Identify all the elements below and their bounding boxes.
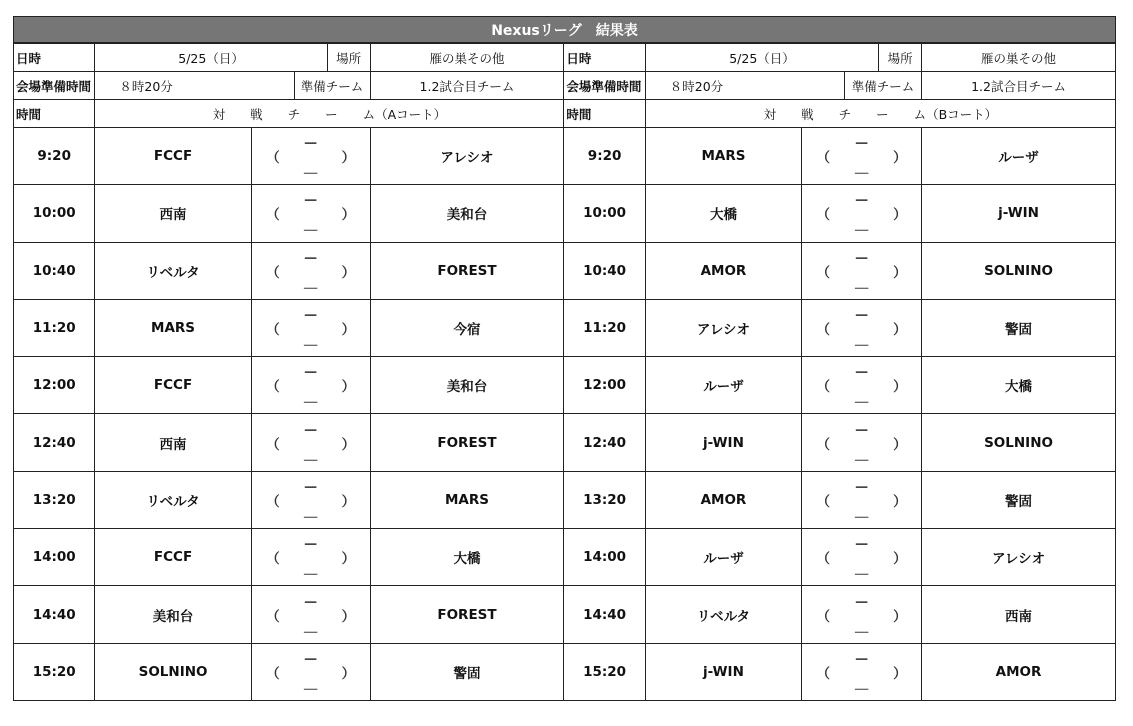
match-row [14,357,1116,414]
score-mark-bottom: ＿ [304,619,318,635]
right-away-team: AMOR [922,643,1116,700]
left-score-cell [294,357,327,414]
left-match-time: 10:00 [14,185,95,242]
left-home-team: MARS [95,299,251,356]
left-score-cell [294,643,327,700]
right-match-time: 13:20 [564,471,645,528]
score-mark-top: — [304,308,318,324]
left-match-time: 10:40 [14,242,95,299]
right-score-cell [844,471,878,528]
right-score-cell [844,643,878,700]
left-away-team: 警固 [370,643,564,700]
score-mark-top: — [855,651,869,667]
right-away-team: SOLNINO [922,414,1116,471]
score-mark-top: — [855,193,869,209]
match-row [14,242,1116,299]
left-match-time: 15:20 [14,643,95,700]
left-paren-open: （ [251,299,294,356]
left-away-team: FOREST [370,242,564,299]
score-mark-top: — [855,365,869,381]
left-away-team: 美和台 [370,185,564,242]
right-away-team: 西南 [922,586,1116,643]
right-score-cell [844,414,878,471]
score-mark-top: — [855,308,869,324]
right-home-team: 大橋 [645,185,801,242]
score-mark-bottom: ＿ [855,562,869,578]
match-row [14,643,1116,700]
right-away-team: ルーザ [922,128,1116,185]
match-row [14,414,1116,471]
header-row-prep [14,72,1116,100]
right-paren-close: ） [879,185,922,242]
score-mark-top: — [304,422,318,438]
score-mark-top: — [855,537,869,553]
score-mark-top: — [855,479,869,495]
right-paren-close: ） [879,471,922,528]
results-table [13,43,1116,701]
right-home-team: j-WIN [645,414,801,471]
score-mark-bottom: ＿ [855,676,869,692]
left-match-time: 11:20 [14,299,95,356]
left-paren-close: ） [327,128,370,185]
results-sheet [13,16,1116,701]
right-away-team: j-WIN [922,185,1116,242]
score-mark-top: — [304,250,318,266]
left-paren-close: ） [327,643,370,700]
left-score-cell [294,471,327,528]
left-away-team: FOREST [370,414,564,471]
score-mark-bottom: ＿ [304,218,318,234]
left-home-team: 美和台 [95,586,251,643]
header-row-columns [14,100,1116,128]
left-score-cell [294,414,327,471]
left-away-team: 今宿 [370,299,564,356]
right-paren-close: ） [879,357,922,414]
left-paren-open: （ [251,128,294,185]
score-mark-bottom: ＿ [855,275,869,291]
right-match-time: 15:20 [564,643,645,700]
right-paren-open: （ [802,357,845,414]
right-away-team: SOLNINO [922,242,1116,299]
right-home-team: AMOR [645,242,801,299]
score-mark-top: — [855,422,869,438]
right-match-time: 10:40 [564,242,645,299]
left-paren-open: （ [251,586,294,643]
right-court-header: 対 戦 チ ー ム（Bコート） [645,100,1115,128]
left-paren-open: （ [251,471,294,528]
score-mark-top: — [304,365,318,381]
score-mark-top: — [855,594,869,610]
right-match-time: 9:20 [564,128,645,185]
score-mark-bottom: ＿ [304,333,318,349]
right-paren-open: （ [802,586,845,643]
right-away-team: アレシオ [922,529,1116,586]
left-score-cell [294,586,327,643]
right-place-value: 雁の巣その他 [922,44,1116,72]
right-away-team: 大橋 [922,357,1116,414]
right-paren-open: （ [802,529,845,586]
left-home-team: リベルタ [95,242,251,299]
score-mark-top: — [304,193,318,209]
right-date-label: 日時 [564,44,645,72]
left-paren-close: ） [327,414,370,471]
left-court-header: 対 戦 チ ー ム（Aコート） [95,100,564,128]
match-row [14,586,1116,643]
left-paren-open: （ [251,242,294,299]
left-paren-close: ） [327,299,370,356]
right-match-time: 10:00 [564,185,645,242]
score-mark-bottom: ＿ [855,333,869,349]
left-date-label: 日時 [14,44,95,72]
right-match-time: 12:40 [564,414,645,471]
left-home-team: FCCF [95,357,251,414]
right-prep-team-value: 1.2試合目チーム [922,72,1116,100]
left-score-cell [294,529,327,586]
left-home-team: 西南 [95,414,251,471]
left-away-team: 美和台 [370,357,564,414]
right-paren-open: （ [802,242,845,299]
right-home-team: ルーザ [645,357,801,414]
left-match-time: 12:40 [14,414,95,471]
header-row-date [14,44,1116,72]
right-match-time: 11:20 [564,299,645,356]
match-row [14,529,1116,586]
left-away-team: FOREST [370,586,564,643]
left-away-team: アレシオ [370,128,564,185]
score-mark-bottom: ＿ [855,504,869,520]
right-prep-team-label: 準備チーム [844,72,921,100]
score-mark-top: — [304,594,318,610]
right-paren-close: ） [879,299,922,356]
right-paren-close: ） [879,242,922,299]
right-paren-open: （ [802,185,845,242]
left-match-time: 14:40 [14,586,95,643]
right-paren-close: ） [879,643,922,700]
score-mark-top: — [855,136,869,152]
right-paren-open: （ [802,643,845,700]
score-mark-top: — [304,479,318,495]
right-match-time: 14:40 [564,586,645,643]
right-date-value: 5/25（日） [645,44,878,72]
left-time-header: 時間 [14,100,95,128]
right-paren-open: （ [802,128,845,185]
left-prep-time-label: 会場準備時間 [14,72,95,100]
left-score-cell [294,299,327,356]
right-paren-open: （ [802,471,845,528]
left-home-team: FCCF [95,529,251,586]
right-match-time: 12:00 [564,357,645,414]
left-date-value: 5/25（日） [95,44,327,72]
score-mark-top: — [304,537,318,553]
score-mark-bottom: ＿ [304,504,318,520]
right-prep-time-value: ８時20分 [645,72,844,100]
score-mark-bottom: ＿ [304,275,318,291]
match-row [14,471,1116,528]
left-away-team: 大橋 [370,529,564,586]
left-score-cell [294,185,327,242]
left-paren-close: ） [327,586,370,643]
score-mark-bottom: ＿ [304,161,318,177]
left-away-team: MARS [370,471,564,528]
left-home-team: 西南 [95,185,251,242]
right-paren-close: ） [879,128,922,185]
score-mark-bottom: ＿ [855,447,869,463]
match-row [14,185,1116,242]
match-row [14,128,1116,185]
score-mark-bottom: ＿ [304,390,318,406]
right-home-team: MARS [645,128,801,185]
left-prep-team-label: 準備チーム [294,72,370,100]
right-home-team: アレシオ [645,299,801,356]
left-match-time: 9:20 [14,128,95,185]
right-home-team: j-WIN [645,643,801,700]
score-mark-bottom: ＿ [304,676,318,692]
left-paren-close: ） [327,242,370,299]
right-paren-close: ） [879,529,922,586]
right-score-cell [844,242,878,299]
right-away-team: 警固 [922,299,1116,356]
left-prep-time-value: ８時20分 [95,72,294,100]
left-home-team: SOLNINO [95,643,251,700]
right-away-team: 警固 [922,471,1116,528]
left-place-value: 雁の巣その他 [370,44,564,72]
left-match-time: 13:20 [14,471,95,528]
left-paren-close: ） [327,529,370,586]
right-paren-open: （ [802,414,845,471]
score-mark-top: — [855,250,869,266]
left-paren-close: ） [327,471,370,528]
left-paren-open: （ [251,643,294,700]
right-paren-close: ） [879,414,922,471]
right-score-cell [844,185,878,242]
score-mark-bottom: ＿ [855,619,869,635]
left-paren-open: （ [251,414,294,471]
left-paren-close: ） [327,357,370,414]
score-mark-bottom: ＿ [304,447,318,463]
score-mark-bottom: ＿ [304,562,318,578]
sheet-title: Nexusリーグ 結果表 [13,16,1116,43]
left-score-cell [294,242,327,299]
left-paren-open: （ [251,529,294,586]
right-score-cell [844,357,878,414]
right-time-header: 時間 [564,100,645,128]
left-paren-open: （ [251,185,294,242]
left-match-time: 14:00 [14,529,95,586]
right-place-label: 場所 [879,44,922,72]
right-score-cell [844,299,878,356]
score-mark-bottom: ＿ [855,218,869,234]
left-score-cell [294,128,327,185]
right-home-team: AMOR [645,471,801,528]
right-score-cell [844,128,878,185]
left-paren-close: ） [327,185,370,242]
right-prep-time-label: 会場準備時間 [564,72,645,100]
right-match-time: 14:00 [564,529,645,586]
left-paren-open: （ [251,357,294,414]
left-home-team: リベルタ [95,471,251,528]
score-mark-bottom: ＿ [855,390,869,406]
left-home-team: FCCF [95,128,251,185]
right-paren-open: （ [802,299,845,356]
right-score-cell [844,586,878,643]
right-home-team: ルーザ [645,529,801,586]
right-paren-close: ） [879,586,922,643]
left-match-time: 12:00 [14,357,95,414]
left-place-label: 場所 [327,44,370,72]
score-mark-bottom: ＿ [855,161,869,177]
right-home-team: リベルタ [645,586,801,643]
score-mark-top: — [304,136,318,152]
match-row [14,299,1116,356]
left-prep-team-value: 1.2試合目チーム [370,72,564,100]
score-mark-top: — [304,651,318,667]
right-score-cell [844,529,878,586]
